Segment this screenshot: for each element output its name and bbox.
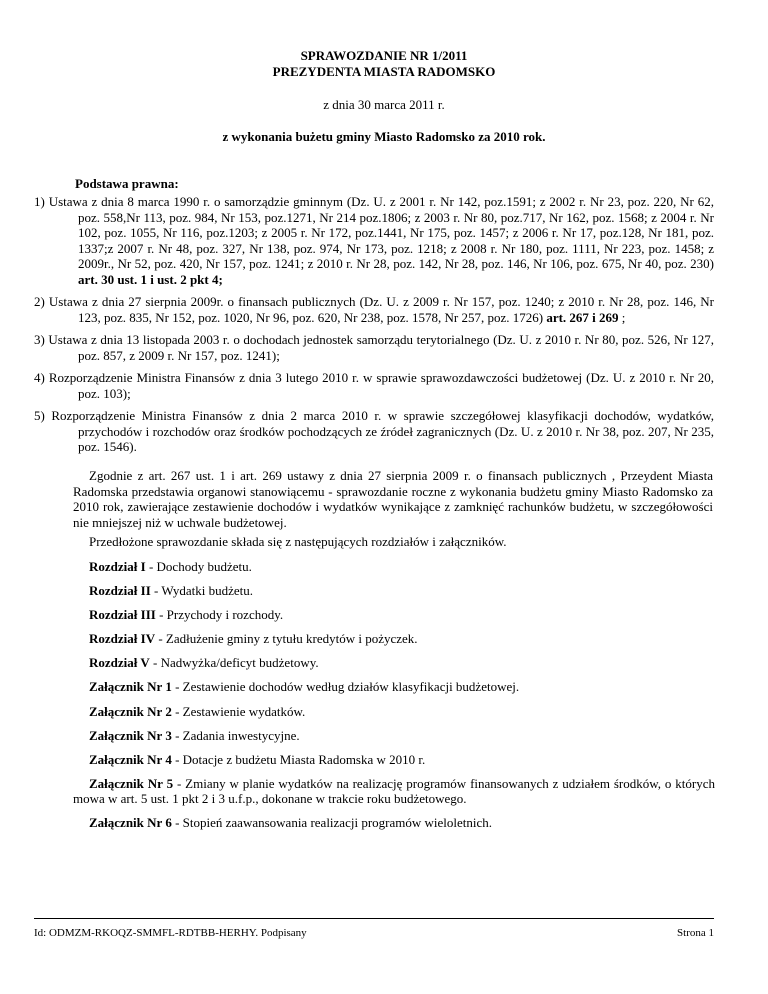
contents-item	[73, 583, 715, 599]
title-line-1: SPRAWOZDANIE NR 1/2011	[300, 48, 468, 63]
legal-basis-item-4	[34, 370, 714, 401]
contents-item-text: - Zestawienie wydatków.	[171, 703, 306, 719]
contents-item-label: Załącznik Nr 3	[89, 727, 172, 743]
legal-basis-item-5	[34, 408, 714, 455]
item-text: Ustawa z dnia 13 listopada 2003 r. o dochodach jednostek samorządu terytorialnego (Dz. U. z 2010 r. Nr 80, poz. 526, Nr 127, poz. 857, z 2009 r. Nr 157, poz. 1241);	[48, 332, 714, 363]
contents-item	[73, 607, 715, 623]
item-article: art. 267 i 269	[546, 309, 619, 325]
contents-item-text: - Zadłużenie gminy z tytułu kredytów i pożyczek.	[155, 631, 418, 647]
contents-item	[73, 752, 715, 768]
contents-item	[73, 655, 715, 671]
footer-document-id: Id: ODMZM-RKOQZ-SMMFL-RDTBB-HERHY. Podpisany	[34, 927, 307, 939]
item-text: Ustawa z dnia 8 marca 1990 r. o samorządzie gminnym (Dz. U. z 2001 r. Nr 142, poz.1591; z 2002 r. Nr 23, poz. 220, Nr 62, poz. 558,Nr 113, poz. 984, Nr 153, poz.1271, Nr 214 poz.1806; z 2003 r. Nr 80, poz.717, Nr 162, poz. 1568; z 2004 r. Nr 102, poz. 1055, Nr 116, poz.1203; z 2005 r. Nr 172, poz.1441, Nr 175, poz. 1457; z 2006 r. Nr 17, poz.128, Nr 181, poz. 1337;z 2007 r. Nr 48, poz. 327, Nr 138, poz. 974, Nr 173, poz. 1218; z 2008 r. Nr 180, poz. 1111, Nr 223, poz. 1458; z 2009r., Nr 52, poz. 420, Nr 157, poz. 1241; z 2010 r. Nr 28, poz. 142, Nr 28, poz. 146, Nr 106, poz. 675, Nr 40, poz. 230)	[48, 194, 714, 271]
document-date: z dnia 30 marca 2011 r.	[323, 97, 445, 112]
item-text: Rozporządzenie Ministra Finansów z dnia 3 lutego 2010 r. w sprawie sprawozdawczości budżetowej (Dz. U. z 2010 r. Nr 20, poz. 103);	[48, 370, 714, 401]
contents-item	[73, 728, 715, 744]
contents-item	[73, 815, 715, 831]
item-text: Rozporządzenie Ministra Finansów z dnia 2 marca 2010 r. w sprawie szczegółowej klasyfikacji dochodów, wydatków, przychodów i rozchodów oraz środków pochodzących ze źródeł zagranicznych (Dz. U. z 2010 r. Nr 38, poz. 207, Nr 235, poz. 1546).	[51, 408, 714, 454]
contents-item-text: - Dochody budżetu.	[145, 559, 252, 574]
item-number: 3)	[34, 332, 45, 347]
contents-item	[73, 776, 715, 807]
footer-divider	[34, 918, 714, 919]
legal-basis-list	[34, 194, 714, 462]
contents-item-label: Rozdział V	[89, 655, 150, 671]
item-number: 2)	[34, 294, 45, 309]
item-text: Ustawa z dnia 27 sierpnia 2009r. o finansach publicznych (Dz. U. z 2009 r. Nr 157, poz. 1240; z 2010 r. Nr 28, poz. 146, Nr 123, poz. 835, Nr 152, poz. 1020, Nr 96, poz. 620, Nr 238, poz. 1578, Nr 257, poz. 1726)	[48, 294, 714, 325]
contents-item-label: Rozdział I	[89, 559, 146, 574]
contents-item-text: - Dotacje z budżetu Miasta Radomska w 2010 r.	[171, 751, 426, 767]
contents-list	[73, 559, 715, 840]
contents-item-text: - Zadania inwestycyjne.	[171, 727, 300, 743]
document-subject: z wykonania bużetu gminy Miasto Radomsko za 2010 rok.	[222, 129, 546, 144]
contents-item-label: Załącznik Nr 2	[89, 703, 172, 719]
item-number: 1)	[34, 194, 45, 209]
document-title	[0, 48, 768, 80]
legal-basis-item-1	[34, 194, 714, 287]
contents-item	[73, 559, 715, 575]
contents-item-label: Rozdział IV	[89, 631, 156, 647]
title-line-2: PREZYDENTA MIASTA RADOMSKO	[272, 64, 496, 79]
footer-page-number: Strona 1	[677, 927, 714, 939]
contents-item	[73, 631, 715, 647]
item-number: 5)	[34, 408, 45, 423]
contents-item	[73, 704, 715, 720]
contents-item-text: - Przychody i rozchody.	[155, 607, 284, 623]
contents-item-text: - Stopień zaawansowania realizacji programów wieloletnich.	[171, 815, 493, 831]
legal-basis-heading: Podstawa prawna:	[75, 176, 179, 191]
contents-item-label: Załącznik Nr 4	[89, 751, 172, 767]
legal-basis-item-3	[34, 332, 714, 363]
contents-item-label: Rozdział III	[89, 607, 156, 623]
contents-item-label: Rozdział II	[89, 583, 151, 599]
contents-item-text: - Zestawienie dochodów według działów klasyfikacji budżetowej.	[171, 679, 520, 695]
contents-item	[73, 679, 715, 695]
contents-item-text: - Nadwyżka/deficyt budżetowy.	[149, 655, 319, 671]
contents-item-text: - Wydatki budżetu.	[150, 583, 253, 599]
item-after: ;	[618, 309, 626, 325]
contents-item-label: Załącznik Nr 1	[89, 679, 172, 695]
contents-item-text: - Zmiany w planie wydatków na realizację programów finansowanych z udziałem środków, o których mowa w art. 5 ust. 1 pkt 2 i 3 u.f.p., dokonane w trakcie roku budżetowego.	[73, 775, 715, 807]
contents-preface: Przedłożone sprawozdanie składa się z następujących rozdziałów i załączników.	[89, 534, 507, 549]
item-article: art. 30 ust. 1 i ust. 2 pkt 4;	[78, 271, 223, 287]
item-number: 4)	[34, 370, 45, 385]
intro-paragraph: Zgodnie z art. 267 ust. 1 i art. 269 ustawy z dnia 27 sierpnia 2009 r. o finansach publicznych , Przeydent Miasta Radomska przedstawia organowi stanowiącemu - sprawozdanie roczne z wykonania budżetu gminy Miasto Radomsko za 2010 rok, zawierające zestawienie dochodów i wydatków wynikające z zamknięć rachunków budżetu, w szczegółowości nie mniejszej niż w uchwale budżetowej.	[73, 468, 713, 530]
legal-basis-item-2	[34, 294, 714, 325]
contents-item-label: Załącznik Nr 5	[89, 775, 174, 791]
contents-item-label: Załącznik Nr 6	[89, 815, 172, 831]
